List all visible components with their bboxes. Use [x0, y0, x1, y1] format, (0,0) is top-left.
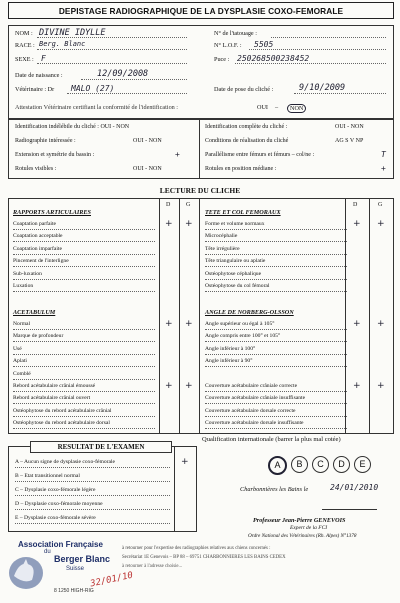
attestation-oui[interactable]: OUI [257, 104, 268, 111]
tete-title: TETE ET COL FEMORAUX [205, 209, 281, 216]
lecture-row-label: Couverture acétabulaire crâniale insuffisante [205, 395, 306, 402]
check-mark: + [175, 150, 180, 159]
grade-d[interactable]: D [333, 456, 350, 473]
lecture-row-label: Aplati [13, 358, 27, 365]
check-mark: T [381, 150, 386, 159]
check-label: Conditions de réalisation du cliché [205, 138, 289, 144]
grade-e[interactable]: E [354, 456, 371, 473]
puce-value: 250268500238452 [237, 54, 310, 63]
resultat-title: RESULTAT DE L'EXAMEN [30, 441, 172, 453]
resultat-row: E – Dysplasie coxo-fémorale sévère [15, 515, 96, 521]
mark-g: + [185, 381, 193, 391]
rapports-title: RAPPORTS ARTICULAIRES [13, 209, 91, 216]
nom-value: DIVINE IDYLLE [39, 28, 106, 38]
col-d-left: D [166, 202, 171, 208]
check-label: Rotules visibles : [15, 166, 57, 172]
lecture-row-label: Ostéophytose du col fémoral [205, 283, 270, 289]
mark-d: + [165, 381, 173, 391]
veterinaire-value: MALO (27) [71, 84, 115, 93]
race-label: RACE : [15, 42, 35, 49]
nom-label: NOM : [15, 30, 33, 37]
association-logo [6, 540, 122, 598]
mark-g: + [185, 219, 193, 229]
resultat-row: D – Dysplasie coxo-fémorale moyenne [15, 501, 103, 507]
footer-note1: à retourner pour l'expertise des radiographies relatives aux chiens concernés : [122, 546, 271, 551]
resultat-row: A – Aucun signe de dysplasie coxo-fémorale [15, 459, 116, 465]
lecture-row-label: Marque de profondeur [13, 333, 64, 340]
lecture-row-label: Luxation [13, 283, 34, 289]
resultat-row: C – Dysplasie coxo-fémorale légère [15, 487, 96, 493]
assoc-line3: Berger Blanc [54, 554, 111, 564]
lecture-row-label: Angle supérieur ou égal à 105° [205, 321, 275, 327]
lof-label: N° L.O.F. : [214, 42, 242, 49]
acetabulum-title: ACETABULUM [13, 309, 56, 316]
lecture-row-label: Sub-luxation [13, 270, 42, 277]
pose-value: 9/10/2009 [299, 83, 346, 93]
lecture-row-label: Couverture acétabulaire dorsale insuffisante [205, 420, 304, 427]
footer-signature: 32/01/10 [89, 570, 134, 590]
lecture-row-label: Tête triangulaire ou aplatie [205, 258, 266, 265]
check-label: Radiographie intéressée : [15, 138, 76, 144]
attestation-label: Attestation Vétérinaire certifiant la conformité de l'identification : [15, 104, 179, 111]
checks-section [8, 119, 394, 179]
mark-d: + [165, 219, 173, 229]
pose-label: Date de pose du cliché : [214, 86, 274, 93]
lecture-row-label: Ostéophytose céphalique [205, 270, 262, 277]
check-options[interactable]: OUI - NON [133, 138, 162, 144]
check-options[interactable]: OUI - NON [133, 166, 162, 172]
assoc-line4: Suisse [66, 566, 85, 572]
lecture-row-label: Normal [13, 321, 31, 327]
lecture-row-label: Usé [13, 345, 22, 352]
check-options[interactable]: OUI - NON [335, 124, 364, 130]
check-label: Rotules en position médiane : [205, 166, 277, 172]
naissance-label: Date de naissance : [15, 72, 63, 79]
lecture-row-label: Rebord acétabulaire crânial émoussé [13, 383, 96, 389]
signature-stroke [322, 499, 377, 510]
mark-d: + [353, 219, 361, 229]
assoc-line5: 8 1250 HIGH-RIG [54, 588, 94, 594]
race-value: Berg. Blanc [39, 40, 86, 48]
resultat-table [8, 446, 197, 532]
col-d-right: D [353, 202, 358, 208]
prof-name: Professeur Jean-Pierre GENEVOIS [253, 517, 346, 524]
lecture-row-label: Microcéphalie [205, 233, 238, 240]
grade-c[interactable]: C [312, 456, 329, 473]
lecture-row-label: Couverture acétabulaire crâniale correcte [205, 383, 298, 389]
norberg-title: ANGLE DE NORBERG-OLSSON [205, 309, 294, 316]
col-g-right: G [378, 202, 383, 208]
lecture-row-label: Forme et volume normaux [205, 221, 265, 227]
lecture-row-label: Angle compris entre 100° et 105° [205, 333, 281, 340]
lecture-row-label: Pincement de l'interligne [13, 258, 69, 265]
mark-g: + [377, 219, 385, 229]
lecture-row-label: Coaptation parfaite [13, 221, 57, 227]
lecture-table [8, 198, 394, 434]
sexe-label: SEXE : [15, 56, 34, 63]
mark-g: + [377, 381, 385, 391]
grade-a[interactable]: A [268, 456, 287, 475]
lecture-row-label: Coaptation imparfaite [13, 245, 62, 252]
lecture-row-label: Tête irrégulière [205, 245, 240, 252]
identity-section: NOM : DIVINE IDYLLE N° de l'tatouage : RACE : Berg. Blanc N° L.O.F. : 5505 SEXE : F Puce : 250268500238452 Date de naissance : 12/09/2008 Vétérinaire : Dr MALO (27) Date de pose du cliché : 9/10/2009 Attestation Vétérinaire certifiant la conformité de l'identification : OUI – NON [8, 25, 394, 119]
grade-b[interactable]: B [291, 456, 308, 473]
lof-value: 5505 [254, 40, 274, 49]
check-label: Identification complète du cliché : [205, 124, 288, 130]
mark-d: + [353, 319, 361, 329]
form-title: DEPISTAGE RADIOGRAPHIQUE DE LA DYSPLASIE COXO-FEMORALE [8, 2, 394, 19]
col-g-left: G [186, 202, 191, 208]
prof-role: Expert de la FCI [290, 525, 328, 531]
lecture-row-label: Couverture acétabulaire dorsale correcte [205, 407, 296, 414]
footer-note2: Secrétariat 1E Genevois – BP 88 – 69751 CHARBONNIERES LES BAINS CEDEX [122, 555, 286, 560]
puce-label: Puce : [214, 56, 230, 63]
attestation-non[interactable]: NON [287, 104, 306, 113]
veterinaire-label: Vétérinaire : Dr [15, 86, 55, 93]
mark-d: + [165, 319, 173, 329]
lecture-title: LECTURE DU CLICHE [159, 186, 241, 195]
resultat-row: B – Etat transitionnel normal [15, 473, 80, 479]
tatouage-label: N° de l'tatouage : [214, 30, 257, 37]
lecture-row-label: Ostéophytose du rebord acétabulaire crânial [13, 407, 112, 414]
lecture-row-label: Angle inférieur à 90° [205, 358, 253, 365]
footer-note3: à retourner à l'adresse choisie... [122, 564, 183, 569]
mark-g: + [185, 319, 193, 329]
check-label: Extension et symétrie du bassin : [15, 152, 95, 158]
check-mark: + [381, 164, 386, 173]
lecture-row-label: Coaptation acceptable [13, 233, 63, 240]
place-label: Charbonnières les Bains le [240, 486, 309, 493]
sexe-value: F [41, 54, 46, 63]
prof-ordre: Ordre National des Vétérinaires (Rh. Alpes) N°1378 [248, 533, 357, 539]
mark-g: + [377, 319, 385, 329]
lecture-row-label: Ostéophytose du rebord acétabulaire dorsal [13, 420, 110, 427]
resultat-mark: + [181, 457, 189, 467]
mark-d: + [353, 381, 361, 391]
check-label: Parallélisme entre fémurs et fémurs – col/ne : [205, 152, 315, 158]
assoc-line2: du [44, 549, 51, 555]
qualification-text: Qualification internationale (barrer la plus mal cotée) [202, 436, 341, 443]
grade-selector [268, 456, 371, 475]
lecture-row-label: Rebord acétabulaire crânial ouvert [13, 395, 91, 402]
place-date: 24/01/2010 [330, 483, 379, 492]
lecture-row-label: Comblé [13, 370, 31, 377]
check-options[interactable]: AG S V NP [335, 138, 364, 144]
naissance-value: 12/09/2008 [97, 69, 149, 79]
lecture-row-label: Angle inférieur à 100° [205, 345, 256, 352]
assoc-line1: Association Française [18, 540, 103, 549]
check-label: Identification indélébile du cliché : OUI - NON [15, 124, 130, 130]
